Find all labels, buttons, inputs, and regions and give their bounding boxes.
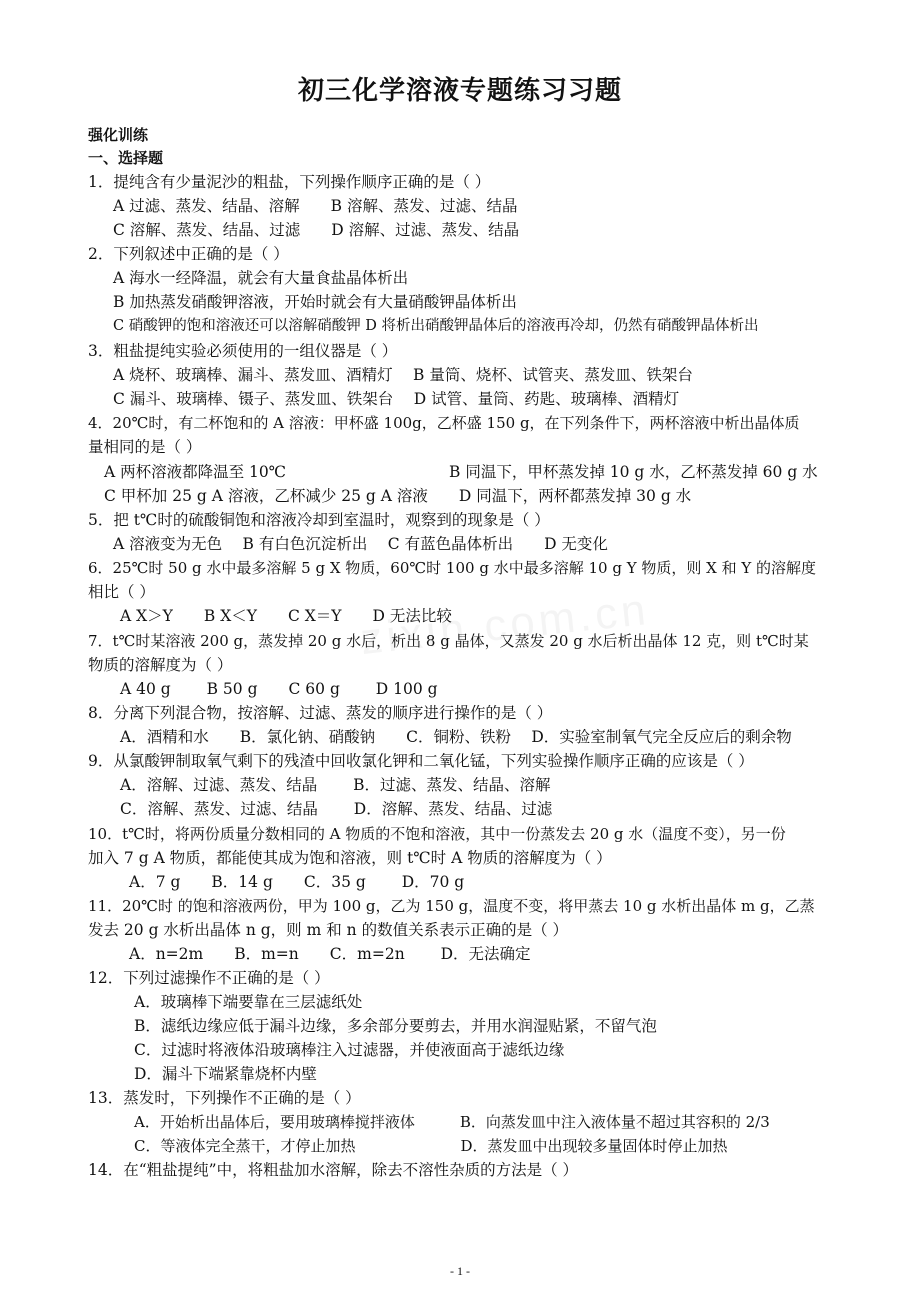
option-line: D．漏斗下端紧靠烧杯内壁 [134,1065,317,1083]
option-line: A 溶液变为无色 B 有白色沉淀析出 C 有蓝色晶体析出 D 无变化 [113,535,608,553]
option-line: A．酒精和水 B．氯化钠、硝酸钠 C．铜粉、铁粉 D．实验室制氧气完全反应后的剩余物 [120,728,792,746]
option-line: C 漏斗、玻璃棒、镊子、蒸发皿、铁架台 D 试管、量筒、药匙、玻璃棒、酒精灯 [113,390,680,408]
option-line: A 过滤、蒸发、结晶、溶解 B 溶解、蒸发、过滤、结晶 [113,197,518,215]
question-line: 物质的溶解度为（ ） [88,656,233,674]
question-line: 量相同的是（ ） [88,438,202,456]
option-line: C．溶解、蒸发、过滤、结晶 D．溶解、蒸发、结晶、过滤 [120,800,553,818]
option-line: C 溶解、蒸发、结晶、过滤 D 溶解、过滤、蒸发、结晶 [113,221,520,239]
subsection-heading: 一、选择题 [88,149,164,167]
option-line: B．滤纸边缘应低于漏斗边缘，多余部分要剪去，并用水润湿贴紧，不留气泡 [134,1017,657,1035]
question-line: 7．t℃时某溶液 200 g，蒸发掉 20 g 水后，析出 8 g 晶体，又蒸发 20 g 水后析出晶体 12 克，则 t℃时某 [88,632,809,650]
question-line: 8．分离下列混合物，按溶解、过滤、蒸发的顺序进行操作的是（ ） [88,704,553,722]
option-line: C．等液体完全蒸干，才停止加热 D．蒸发皿中出现较多量固体时停止加热 [134,1137,728,1155]
question-line: 12．下列过滤操作不正确的是（ ） [88,969,330,987]
option-line: A．7 g B．14 g C．35 g D．70 g [129,873,465,891]
option-line: B 同温下，甲杯蒸发掉 10 g 水，乙杯蒸发掉 60 g 水 [449,463,818,481]
option-line: A 40 g B 50 g C 60 g D 100 g [120,680,438,698]
question-line: 2．下列叙述中正确的是（ ） [88,245,289,263]
question-line: 14．在“粗盐提纯”中，将粗盐加水溶解，除去不溶性杂质的方法是（ ） [88,1161,579,1179]
page-title: 初三化学溶液专题练习习题 [297,76,622,106]
option-line: A X＞Y B X＜Y C X＝Y D 无法比较 [120,607,452,625]
option-line: A．玻璃棒下端要靠在三层滤纸处 [134,993,363,1011]
question-line: 9．从氯酸钾制取氧气剩下的残渣中回收氯化钾和二氧化锰，下列实验操作顺序正确的应该是（ ） [88,752,754,770]
option-line: A 两杯溶液都降温至 10℃ [104,463,287,481]
question-line: 加入 7 g A 物质，都能使其成为饱和溶液，则 t℃时 A 物质的溶解度为（ ） [88,849,612,867]
question-line: 相比（ ） [88,583,155,601]
option-line: C 甲杯加 25 g A 溶液，乙杯减少 25 g A 溶液 D 同温下，两杯都蒸发掉 30 g 水 [104,487,692,505]
option-line: A．开始析出晶体后，要用玻璃棒搅拌液体 B．向蒸发皿中注入液体量不超过其容积的 2/3 [134,1113,770,1131]
option-line: B 加热蒸发硝酸钾溶液，开始时就会有大量硝酸钾晶体析出 [113,293,517,311]
section-heading: 强化训练 [88,126,149,144]
option-line: A．溶解、过滤、蒸发、结晶 B．过滤、蒸发、结晶、溶解 [120,776,551,794]
question-line: 3．粗盐提纯实验必须使用的一组仪器是（ ） [88,342,398,360]
question-line: 11．20℃时 的饱和溶液两份，甲为 100 g，乙为 150 g，温度不变，将甲蒸去 10 g 水析出晶体 m g，乙蒸 [88,897,815,915]
option-line: A．n=2m B．m=n C．m=2n D．无法确定 [129,945,531,963]
question-line: 1．提纯含有少量泥沙的粗盐，下列操作顺序正确的是（ ） [88,173,491,191]
option-line: A 海水一经降温，就会有大量食盐晶体析出 [113,269,409,287]
question-line: 发去 20 g 水析出晶体 n g，则 m 和 n 的数值关系表示正确的是（ ） [88,921,569,939]
question-line: 5．把 t℃时的硫酸铜饱和溶液冷却到室温时，观察到的现象是（ ） [88,511,550,529]
option-line: C 硝酸钾的饱和溶液还可以溶解硝酸钾 D 将析出硝酸钾晶体后的溶液再冷却，仍然有硝酸钾晶体析出 [113,318,759,334]
page-number: - 1 - [450,1264,470,1278]
option-line: C．过滤时将液体沿玻璃棒注入过滤器，并使液面高于滤纸边缘 [134,1041,565,1059]
question-line: 10．t℃时，将两份质量分数相同的 A 物质的不饱和溶液，其中一份蒸发去 20 g 水（温度不变），另一份 [88,825,786,843]
question-line: 4．20℃时，有二杯饱和的 A 溶液：甲杯盛 100g，乙杯盛 150 g，在下列条件下，两杯溶液中析出晶体质 [88,414,800,432]
question-line: 13．蒸发时，下列操作不正确的是（ ） [88,1089,361,1107]
question-line: 6．25℃时 50 g 水中最多溶解 5 g X 物质，60℃时 100 g 水中最多溶解 10 g Y 物质，则 X 和 Y 的溶解度 [88,559,817,577]
option-line: A 烧杯、玻璃棒、漏斗、蒸发皿、酒精灯 B 量筒、烧杯、试管夹、蒸发皿、铁架台 [113,366,693,384]
